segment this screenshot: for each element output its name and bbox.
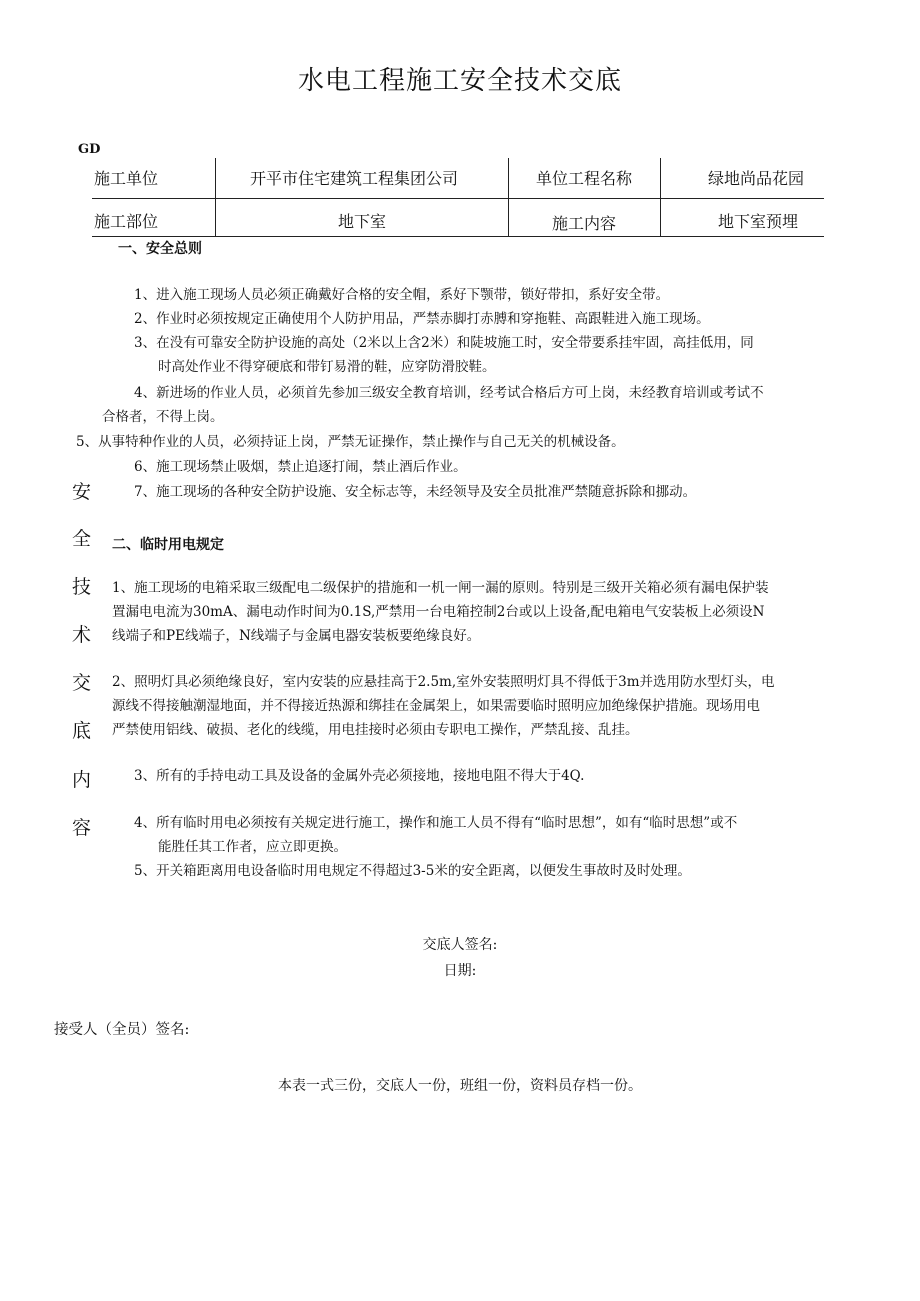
- table-row-divider: [92, 198, 824, 199]
- side-label-char: 内: [72, 769, 92, 791]
- side-label-char: 术: [72, 624, 92, 646]
- paragraph-line: 1、进入施工现场人员必须正确戴好合格的安全帽，系好下颚带，锁好带扣，系好安全带。: [134, 287, 670, 303]
- construction-unit-value: 开平市住宅建筑工程集团公司: [250, 169, 459, 188]
- paragraph-line: 5、从事特种作业的人员，必须持证上岗，严禁无证操作，禁止操作与自己无关的机械设备。: [76, 434, 625, 450]
- construction-unit-label: 施工单位: [94, 169, 159, 188]
- paragraph-line: 3、在没有可靠安全防护设施的高处（2米以上含2米）和陡坡施工时，安全带要系挂牢固，高挂低用，同: [134, 335, 754, 351]
- paragraph-line: 2、照明灯具必须绝缘良好，室内安装的应悬挂高于2.5m,室外安装照明灯具不得低于3m并选用防水型灯头，电: [112, 674, 775, 690]
- paragraph-line: 1、施工现场的电箱采取三级配电二级保护的措施和一机一闸一漏的原则。特别是三级开关箱必须有漏电保护装: [112, 580, 769, 596]
- side-label-char: 安: [72, 481, 92, 503]
- section-heading-temporary-power: 二、临时用电规定: [112, 537, 224, 553]
- paragraph-line: 3、所有的手持电动工具及设备的金属外壳必须接地，接地电阻不得大于4Q.: [134, 768, 585, 784]
- discloser-signature-label: 交底人签名:: [422, 937, 498, 953]
- table-column-divider: [215, 158, 216, 236]
- form-code: GD: [78, 142, 101, 157]
- table-column-divider: [660, 158, 661, 236]
- paragraph-line: 源线不得接触潮湿地面，并不得接近热源和绑挂在金属架上，如果需要临时照明应加绝缘保护措施。现场用电: [112, 698, 760, 714]
- side-label-char: 全: [72, 528, 92, 550]
- paragraph-line: 7、施工现场的各种安全防护设施、安全标志等，未经领导及安全员批准严禁随意拆除和挪动。: [134, 484, 697, 500]
- construction-content-value: 地下室预埋: [718, 212, 799, 231]
- construction-part-value: 地下室: [338, 212, 387, 231]
- paragraph-line: 6、施工现场禁止吸烟，禁止追逐打闹，禁止酒后作业。: [134, 459, 467, 475]
- date-label: 日期:: [443, 963, 477, 979]
- project-name-value: 绿地尚品花园: [708, 169, 805, 188]
- project-name-label: 单位工程名称: [536, 169, 633, 188]
- table-bottom-border: [92, 236, 824, 237]
- paragraph-line: 线端子和PE线端子，N线端子与金属电器安装板要绝缘良好。: [112, 628, 481, 644]
- construction-content-label: 施工内容: [552, 214, 617, 233]
- paragraph-line: 5、开关箱距离用电设备临时用电规定不得超过3-5米的安全距离，以便发生事故时及时处理。: [134, 863, 691, 879]
- footer-note: 本表一式三份，交底人一份，班组一份，资料员存档一份。: [278, 1078, 642, 1094]
- paragraph-line: 严禁使用铝线、破损、老化的线缆，用电挂接时必须由专职电工操作，严禁乱接、乱挂。: [112, 722, 639, 738]
- side-label-char: 容: [72, 817, 92, 839]
- page-title: 水电工程施工安全技术交底: [297, 66, 622, 96]
- paragraph-line: 能胜任其工作者，应立即更换。: [158, 839, 347, 855]
- side-label-char: 交: [72, 672, 92, 694]
- section-heading-safety-general: 一、安全总则: [118, 241, 202, 257]
- receivers-signature-label: 接受人（全员）签名:: [54, 1022, 190, 1038]
- paragraph-line: 置漏电电流为30mA、漏电动作时间为0.1S,严禁用一台电箱控制2台或以上设备,配电箱电气安装板上必须设N: [112, 604, 765, 620]
- paragraph-line: 时高处作业不得穿硬底和带钉易滑的鞋，应穿防滑胶鞋。: [158, 359, 496, 375]
- paragraph-line: 2、作业时必须按规定正确使用个人防护用品，严禁赤脚打赤膊和穿拖鞋、高跟鞋进入施工现场。: [134, 311, 710, 327]
- side-label-char: 底: [72, 720, 92, 742]
- table-column-divider: [508, 158, 509, 236]
- paragraph-line: 4、所有临时用电必须按有关规定进行施工，操作和施工人员不得有“临时思想”，如有“临时思想”或不: [134, 815, 738, 831]
- paragraph-line: 合格者，不得上岗。: [102, 409, 224, 425]
- construction-part-label: 施工部位: [94, 212, 159, 231]
- side-label-char: 技: [72, 576, 92, 598]
- paragraph-line: 4、新进场的作业人员，必须首先参加三级安全教育培训，经考试合格后方可上岗，未经教育培训或考试不: [134, 385, 764, 401]
